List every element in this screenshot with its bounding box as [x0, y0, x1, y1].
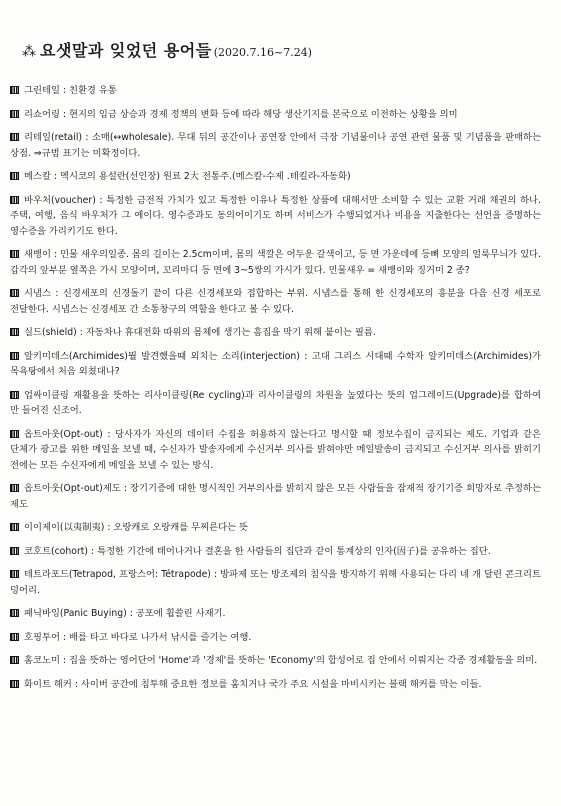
glossary-entry — [10, 83, 541, 99]
glossary-entry-text: 리쇼어링 : 현지의 임금 상승과 경제 정책의 변화 등에 따라 해당 생산기지를 본국으로 이전하는 상황을 의미 — [24, 108, 458, 120]
glossary-entry — [10, 520, 541, 536]
glossary-entry-text: 실드(shield) : 자동차나 휴대전화 따위의 몸체에 생기는 흠집을 막기 위해 붙이는 필름. — [24, 327, 376, 338]
glossary-entry-text: 시냅스 : 신경세포의 신경돌기 끝이 다른 신경세포와 접합하는 부위. 시냅스를 통해 한 신경세포의 흥분을 다음 신경 세포로 전달한다. 시냅스는 신경세포 간 소통창구의 역할을 한다고 볼 수 있다. — [10, 288, 541, 315]
grid-bullet-icon — [10, 609, 19, 617]
glossary-entry — [10, 193, 541, 240]
grid-bullet-icon — [10, 633, 19, 641]
glossary-entry — [10, 677, 541, 693]
glossary-entry — [10, 544, 541, 560]
grid-bullet-icon — [10, 86, 19, 94]
glossary-entry — [10, 630, 541, 646]
glossary-entry — [10, 130, 541, 161]
glossary-entry-text: 호핑투어 : 배를 타고 바다로 나가서 낚시를 즐기는 여행. — [24, 631, 252, 643]
glossary-entry — [10, 107, 541, 123]
glossary-entry-text: 바우처(voucher) : 특정한 금전적 가치가 있고 특정한 이유나 특정한 상품에 대해서만 소비할 수 있는 교환 거래 채권의 하나. 주택, 여행, 음식 바우처가 그 예이다. 영수증과도 동의어이기도 하며 서비스가 수행되었거나 비용을 지출한다는 선언을 증명하는 영수증을 가리키기도 한다. — [10, 194, 541, 237]
grid-bullet-icon — [10, 289, 19, 297]
glossary-entry-text: 새뱅이 : 민물 새우의일종. 몸의 길이는 2.5cm이며, 몸의 색깔은 어두운 갈색이고, 등 면 가운데에 등뼈 모양의 얼룩무늬가 있다. 갑각의 앞부분 옆쪽은 가시 모양이며, 꼬리마디 등 면에 3~5쌍의 가시가 있다. 민물새우 = 새뱅이와 징거미 2 종? — [10, 249, 541, 276]
grid-bullet-icon — [10, 328, 19, 336]
grid-bullet-icon — [10, 352, 19, 360]
glossary-list — [10, 83, 541, 700]
grid-bullet-icon — [10, 547, 19, 555]
grid-bullet-icon — [10, 110, 19, 118]
grid-bullet-icon — [10, 523, 19, 531]
grid-bullet-icon — [10, 484, 19, 492]
grid-bullet-icon — [10, 391, 19, 399]
grid-bullet-icon — [10, 196, 19, 204]
grid-bullet-icon — [10, 680, 19, 688]
glossary-entry — [10, 169, 541, 185]
glossary-entry-text: 화이트 해커 : 사이버 공간에 침투해 중요한 정보를 훔치거나 국가 주요 시설을 마비시키는 블랙 해커를 막는 이들. — [24, 678, 482, 690]
glossary-entry — [10, 481, 541, 512]
glossary-entry — [10, 247, 541, 278]
glossary-entry-text: 메스칼 : 멕시코의 용설란(선인장) 원료 2大 전통주.(메스칼-수제 .테킬라-자동화) — [24, 171, 351, 182]
glossary-entry-text: 옵트아웃(Opt-out) : 당사자가 자신의 데이터 수집을 허용하지 않는다고 명시할 때 정보수집이 금지되는 제도. 기업과 같은 단체가 광고를 위한 메일을 보낼 때, 수신자가 발송자에게 수신거부 의사를 밝혀야만 메일발송이 금지되고 수신거부 의사를 밝히기 전에는 모든 수신자에게 메일을 보낼 수 있는 방식. — [10, 428, 541, 471]
glossary-entry-text: 이이제이(以夷制夷) : 오랑캐로 오랑캐를 무찌른다는 뜻 — [24, 522, 249, 533]
glossary-entry-text: 패닉바잉(Panic Buying) : 공포에 휩쓸린 사재기. — [24, 608, 226, 619]
grid-bullet-icon — [10, 172, 19, 180]
date-range: (2020.7.16~7.24) — [213, 46, 312, 59]
glossary-entry — [10, 606, 541, 622]
glossary-entry-text: 옵트아웃(Opt-out)제도 : 장기기증에 대한 명시적인 거부의사를 밝히지 않은 모든 사람들을 잠재적 장기기증 희망자로 추정하는 제도 — [10, 483, 541, 510]
glossary-entry-text: 테트라포드(Tetrapod, 프랑스어: Tétrapode) : 방파제 또는 방조제의 침식을 방지하기 위해 사용되는 다리 네 개 달린 콘크리트 덩어리. — [10, 569, 541, 596]
grid-bullet-icon — [10, 250, 19, 258]
page-title: 요샛말과 잊었던 용어들 — [40, 41, 212, 60]
glossary-entry-text: 그린테일 : 친환경 유통 — [24, 85, 117, 96]
glossary-entry — [10, 427, 541, 474]
grid-bullet-icon — [10, 133, 19, 141]
glossary-entry-text: 알키미데스(Archimides)뭘 발견했을때 외치는 소리(interjection) : 고대 그리스 시대때 수학자 알키미데스(Archimides)가 목욕탕에서 처음 외쳤대나? — [10, 350, 541, 377]
glossary-entry — [10, 286, 541, 317]
glossary-entry-text: 코호트(cohort) : 특정한 기간에 태어나거나 결혼을 한 사람들의 집단과 같이 통계상의 인자(因子)를 공유하는 집단. — [24, 545, 491, 557]
glossary-entry — [10, 349, 541, 380]
grid-bullet-icon — [10, 430, 19, 438]
glossary-entry-text: 리테일(retail) : 소매(↔wholesale). 무대 뒤의 공간이나 공연장 안에서 극장 기념물이나 공연 관련 물품 및 기념품을 판매하는 상점. ⇒규범 표기는 미확정이다. — [10, 132, 541, 159]
grid-bullet-icon — [10, 570, 19, 578]
asterism-icon: ⁂ — [22, 44, 34, 60]
glossary-entry-text: 홈코노미 : 집을 뜻하는 영어단어 'Home'과 '경제'를 뜻하는 'Economy'의 합성어로 집 안에서 이뤄지는 각종 경제활동을 의미. — [24, 655, 538, 666]
glossary-entry-text: 업싸이클링 재활용을 뜻하는 리사이클링(Re cycling)과 리사이클링의 차원을 높였다는 뜻의 업그레이드(Upgrade)를 합하여 만 들어진 신조어. — [10, 389, 541, 416]
grid-bullet-icon — [10, 656, 19, 664]
glossary-entry — [10, 388, 541, 419]
document-header — [10, 38, 541, 61]
glossary-entry — [10, 325, 541, 341]
glossary-entry — [10, 567, 541, 598]
glossary-entry — [10, 653, 541, 669]
